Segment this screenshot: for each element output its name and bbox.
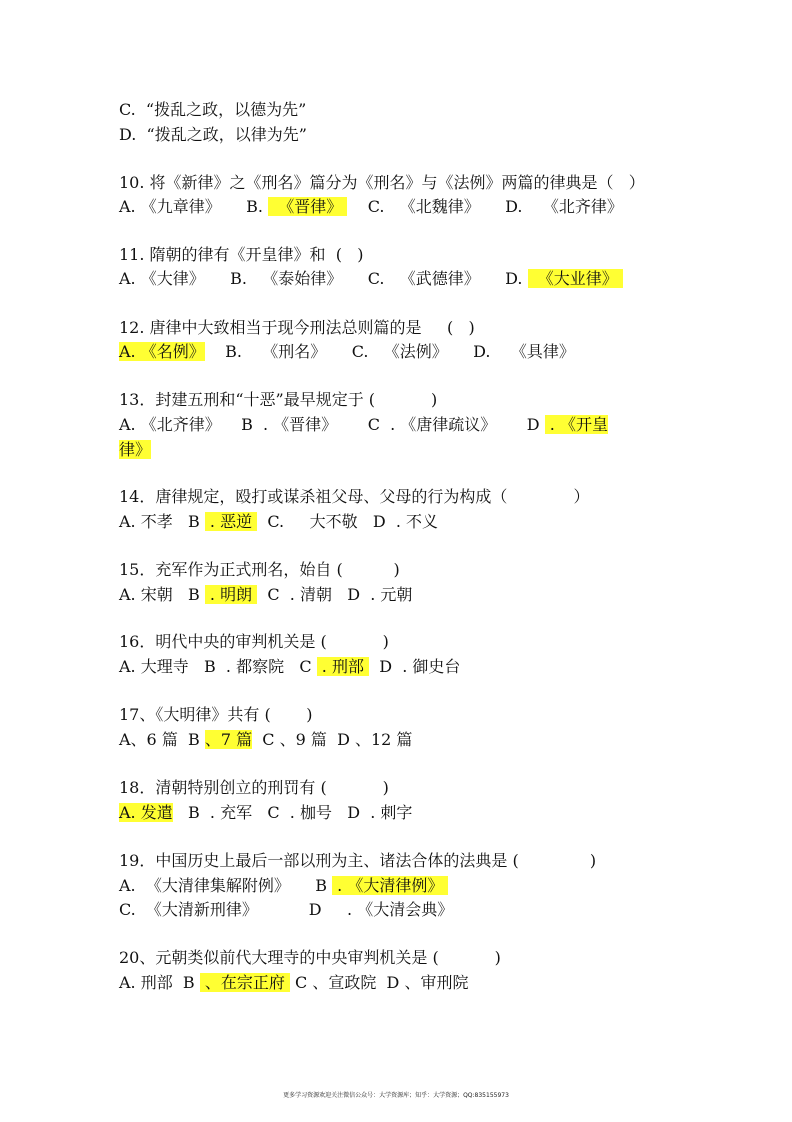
text-segment: 17、《大明律》共有 ( ) [119, 705, 313, 724]
text-line [119, 173, 645, 193]
text-line [119, 585, 412, 605]
text-segment: 16．明代中央的审判机关是 ( ) [119, 632, 389, 651]
text-segment: 11. 隋朝的律有《开皇律》和 ( ) [119, 245, 364, 264]
text-segment: 20、元朝类似前代大理寺的中央审判机关是 ( ) [119, 948, 501, 967]
text-segment: B. 《刑名》 C. 《法例》 D. 《具律》 [204, 342, 575, 361]
highlighted-answer: . 《开皇 [544, 415, 608, 434]
text-line [119, 851, 596, 871]
text-segment: A. 大理寺 B . 都察院 C [119, 657, 317, 676]
text-segment: A、6 篇 B [119, 730, 205, 749]
highlighted-answer: . 刑部 [316, 657, 370, 676]
text-segment: D. “拨乱之政，以律为先” [119, 125, 307, 144]
text-line [119, 973, 468, 993]
highlighted-answer: 《晋律》 [268, 197, 348, 216]
text-segment: C . 清朝 D . 元朝 [257, 585, 413, 604]
highlighted-answer: . 《大清律例》 [332, 876, 449, 895]
text-segment: A. 刑部 B [119, 973, 200, 992]
text-line [119, 730, 412, 750]
highlighted-answer: A. 《名例》 [119, 342, 205, 361]
text-segment: C. 《北魏律》 D. 《北齐律》 [347, 197, 623, 216]
text-segment: 18．清朝特别创立的刑罚有 ( ) [119, 778, 389, 797]
text-line [119, 390, 437, 410]
text-line [119, 342, 575, 362]
text-segment: 13．封建五刑和“十恶”最早规定于 ( ) [119, 390, 438, 409]
text-line [119, 948, 501, 968]
highlighted-answer: 、在宗正府 [199, 973, 290, 992]
text-line [119, 560, 400, 580]
text-line [119, 125, 307, 145]
text-segment: A. 宋朝 B [119, 585, 205, 604]
text-line [119, 657, 460, 677]
text-segment: C. 《大清新刑律》 D . 《大清会典》 [119, 900, 454, 919]
text-segment: A. 《大律》 B. 《泰始律》 C. 《武德律》 D. [119, 269, 528, 288]
text-line [119, 100, 306, 120]
highlighted-answer: 律》 [119, 440, 152, 459]
text-segment: 19．中国历史上最后一部以刑为主、诸法合体的法典是 ( ) [119, 851, 597, 870]
text-line [119, 900, 453, 920]
text-segment: A. 《大清律集解附例》 B [119, 876, 333, 895]
highlighted-answer: 《大业律》 [527, 269, 623, 288]
text-line [119, 245, 363, 265]
text-line [119, 876, 448, 896]
text-line [119, 269, 623, 289]
highlighted-answer: . 恶逆 [204, 512, 258, 531]
text-segment: C 、宣政院 D 、审刑院 [289, 973, 469, 992]
text-segment: C 、9 篇 D 、12 篇 [252, 730, 413, 749]
text-line [119, 705, 313, 725]
text-segment: A. 不孝 B [119, 512, 205, 531]
text-segment: C. 大不敬 D . 不义 [257, 512, 438, 531]
highlighted-answer: A. 发遣 [119, 803, 173, 822]
text-segment: B . 充军 C . 枷号 D . 刺字 [172, 803, 413, 822]
highlighted-answer: . 明朗 [204, 585, 258, 604]
highlighted-answer: 、7 篇 [204, 730, 253, 749]
text-segment: 15．充军作为正式刑名，始自 ( ) [119, 560, 400, 579]
footer-note: 更多学习资源欢迎关注微信公众号：大学资源库；知乎：大学资源；QQ:835155973 [283, 1092, 509, 1099]
text-segment: D . 御史台 [369, 657, 461, 676]
text-line [119, 318, 475, 338]
text-line [119, 415, 608, 435]
text-line [119, 778, 389, 798]
text-line [119, 512, 438, 532]
text-line [119, 440, 151, 460]
text-segment: 14．唐律规定，殴打或谋杀祖父母、父母的行为构成（ ） [119, 487, 590, 506]
text-segment: 10. 将《新律》之《刑名》篇分为《刑名》与《法例》两篇的律典是（ ） [119, 173, 645, 192]
text-line [119, 632, 389, 652]
text-line [119, 487, 589, 507]
text-segment: C. “拨乱之政，以德为先” [119, 100, 307, 119]
text-line [119, 197, 623, 217]
text-segment: 12. 唐律中大致相当于现今刑法总则篇的是 ( ) [119, 318, 475, 337]
text-line [119, 803, 412, 823]
text-segment: A. 《九章律》 B. [119, 197, 269, 216]
text-segment: A. 《北齐律》 B . 《晋律》 C . 《唐律疏议》 D [119, 415, 545, 434]
